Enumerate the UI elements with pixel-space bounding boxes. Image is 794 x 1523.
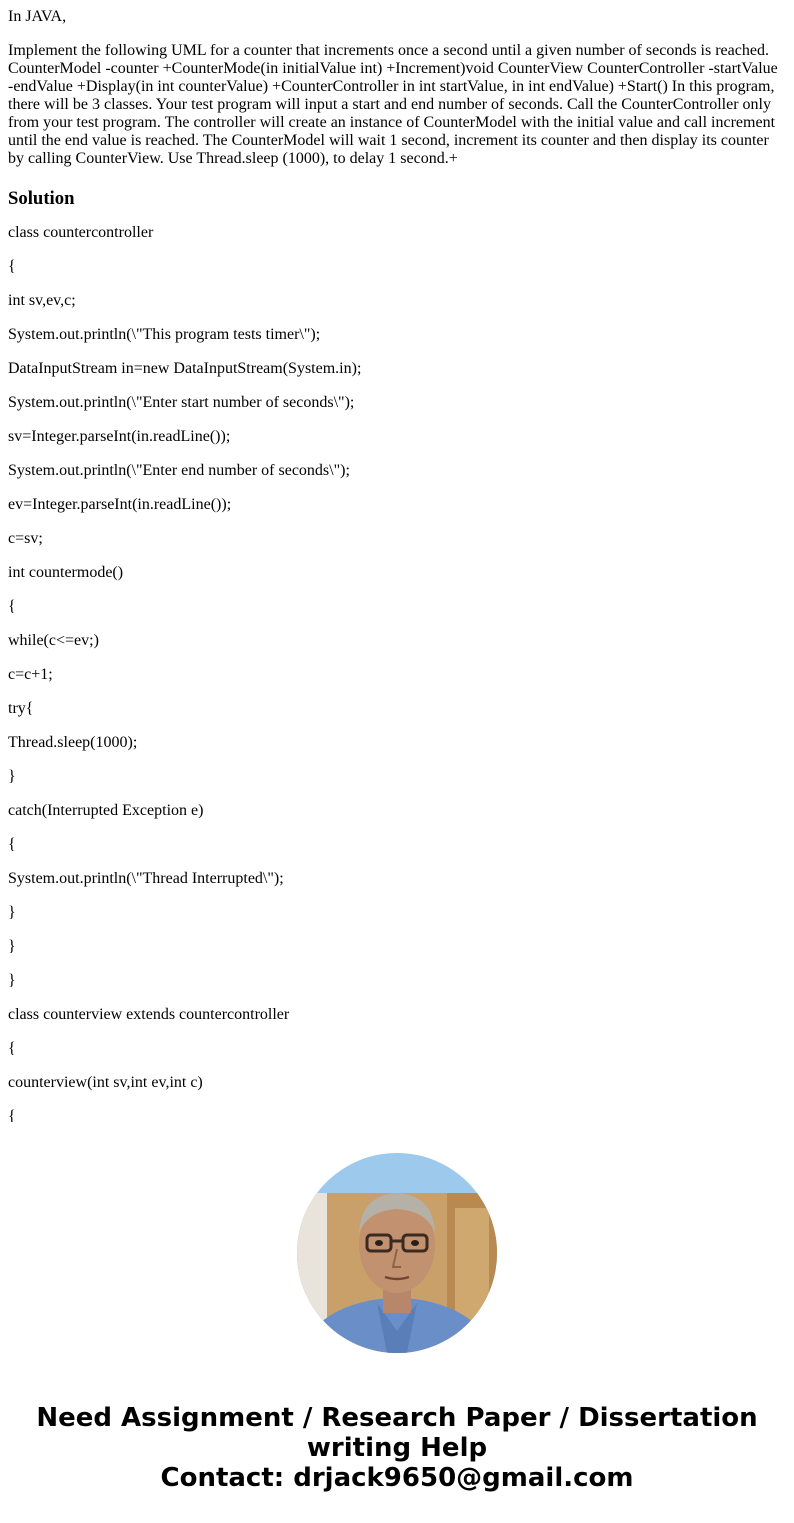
code-line: } xyxy=(8,938,16,955)
code-line: sv=Integer.parseInt(in.readLine()); xyxy=(8,428,231,445)
code-line: { xyxy=(8,1040,16,1057)
code-line: { xyxy=(8,836,16,853)
code-line: { xyxy=(8,1108,16,1122)
code-line: int sv,ev,c; xyxy=(8,292,76,309)
code-line: } xyxy=(8,972,16,989)
code-line: int countermode() xyxy=(8,564,124,581)
question-text: Implement the following UML for a counter that increments once a second until a given number of seconds is reached. CounterModel -counter +CounterMode(in initialValue int) +Increment)void CounterView CounterController -startValue -endValue +Display(in int counterValue) +CounterController in int startValue, in int endValue) +Start() In this program, there will be 3 classes. Your test program will input a start and end number of seconds. Call the CounterController only from your test program. The controller will create an instance of CounterModel with the initial value and call increment until the end value is reached. The CounterModel will wait 1 second, increment its counter and then display its counter by calling CounterView. Use Thread.sleep (1000), to delay 1 second.+ xyxy=(8,42,778,167)
code-line: { xyxy=(8,258,16,275)
code-line: c=c+1; xyxy=(8,666,53,683)
promo-line-2: writing Help xyxy=(306,1433,488,1463)
solution-heading: Solution xyxy=(8,188,75,209)
code-line: System.out.println(\"Enter start number of seconds\"); xyxy=(8,394,355,411)
code-line: } xyxy=(8,904,16,921)
code-line: ev=Integer.parseInt(in.readLine()); xyxy=(8,496,232,513)
solution-code xyxy=(8,224,786,1122)
promo-banner xyxy=(0,1403,794,1493)
code-line: class countercontroller xyxy=(8,224,154,241)
avatar xyxy=(297,1153,497,1353)
code-line: System.out.println(\"This program tests timer\"); xyxy=(8,326,321,343)
code-line: System.out.println(\"Thread Interrupted\"); xyxy=(8,870,284,887)
intro-text: In JAVA, xyxy=(8,8,67,25)
document-content xyxy=(8,0,786,1122)
code-line: try{ xyxy=(8,700,34,717)
code-line: c=sv; xyxy=(8,530,43,547)
promo-line-1: Need Assignment / Research Paper / Dissertation xyxy=(36,1403,758,1433)
code-line: while(c<=ev;) xyxy=(8,632,99,649)
promo-contact: Contact: drjack9650@gmail.com xyxy=(160,1463,634,1493)
code-line: } xyxy=(8,768,16,785)
code-line: counterview(int sv,int ev,int c) xyxy=(8,1074,203,1091)
code-line: DataInputStream in=new DataInputStream(System.in); xyxy=(8,360,362,377)
avatar-portrait-image xyxy=(297,1153,497,1353)
code-line: catch(Interrupted Exception e) xyxy=(8,802,204,819)
code-line: { xyxy=(8,598,16,615)
code-line: class counterview extends countercontroller xyxy=(8,1006,290,1023)
code-line: Thread.sleep(1000); xyxy=(8,734,138,751)
code-line: System.out.println(\"Enter end number of seconds\"); xyxy=(8,462,350,479)
